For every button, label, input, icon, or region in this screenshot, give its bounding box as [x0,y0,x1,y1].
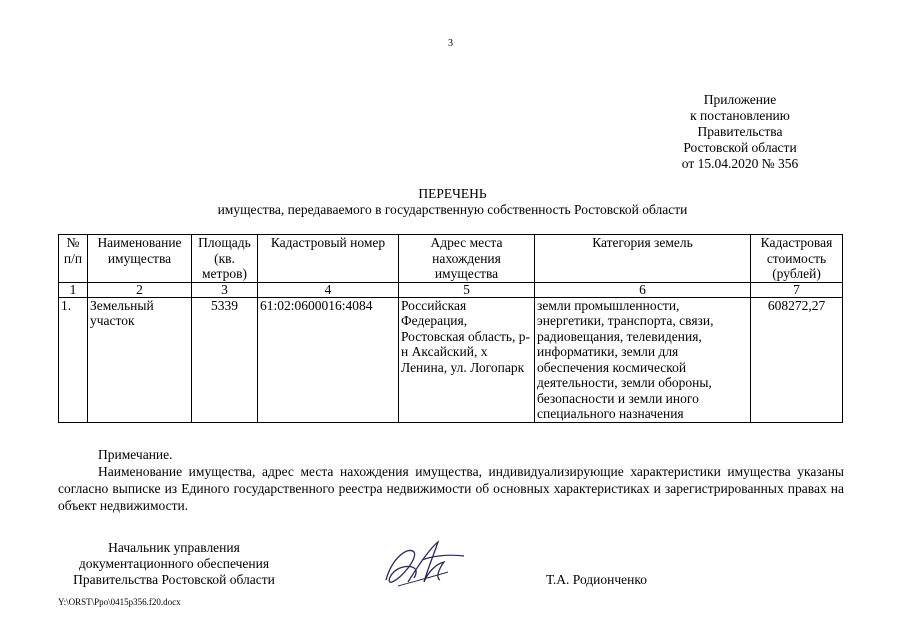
position-line: документационного обеспечения [78,556,270,571]
column-number-row [59,282,843,297]
appendix-line: Приложение [703,92,777,107]
column-number: 5 [399,282,535,297]
note-label: Примечание. [98,447,173,462]
position-line: Правительства Ростовской области [73,572,275,587]
column-number: 3 [192,282,258,297]
table-row [59,297,843,422]
land-category: земли промышленности, энергетики, транспорта, связи, радиовещания, телевидения, информатики, земли для обеспечения космической деятельности, земли обороны, безопасности и земли иного специального назначения [535,297,751,422]
header-cell: Площадь (кв. метров) [192,235,258,283]
note-block [58,446,844,514]
appendix-line: от 15.04.2020 № 356 [681,156,799,171]
header-cell: Адрес места нахождения имущества [399,235,535,283]
header-cell: Категория земель [535,235,751,283]
column-number: 2 [88,282,192,297]
header-cell: Кадастровый номер [258,235,399,283]
property-area: 5339 [192,297,258,422]
page-number: 3 [448,38,453,49]
cadastral-cost: 608272,27 [751,297,843,422]
table-header-row [59,235,843,283]
row-number: 1. [59,297,88,422]
document-subtitle: имущества, передаваемого в государственную собственность Ростовской области [217,202,688,217]
signatory-name: Т.А. Родионченко [546,572,647,587]
cadastral-number: 61:02:0600016:4084 [258,297,399,422]
note-text: Наименование имущества, адрес места нахождения имущества, индивидуализирующие характеристики имущества указаны согласно выписке из Единого государственного реестра недвижимости об основных характеристиках и зарегистрированных правах на объект недвижимости. [58,464,844,513]
position-line: Начальник управления [108,540,240,555]
column-number: 7 [751,282,843,297]
column-number: 1 [59,282,88,297]
document-title: ПЕРЕЧЕНЬ [418,186,487,201]
property-table [58,234,843,423]
header-cell: № п/п [59,235,88,283]
appendix-block [640,92,840,172]
appendix-line: к постановлению [690,108,790,123]
column-number: 4 [258,282,399,297]
property-address: Российская Федерация, Ростовская область, р-н Аксайский, х Ленина, ул. Логопарк [399,297,535,422]
header-cell: Наименование имущества [88,235,192,283]
header-cell: Кадастровая стоимость (рублей) [751,235,843,283]
handwritten-signature [378,538,468,590]
appendix-line: Ростовской области [683,140,797,155]
signatory-position [58,540,290,588]
file-path: Y:\ORST\Ppo\0415p356.f20.docx [58,597,181,607]
property-name: Земельный участок [88,297,192,422]
column-number: 6 [535,282,751,297]
appendix-line: Правительства [697,124,783,139]
